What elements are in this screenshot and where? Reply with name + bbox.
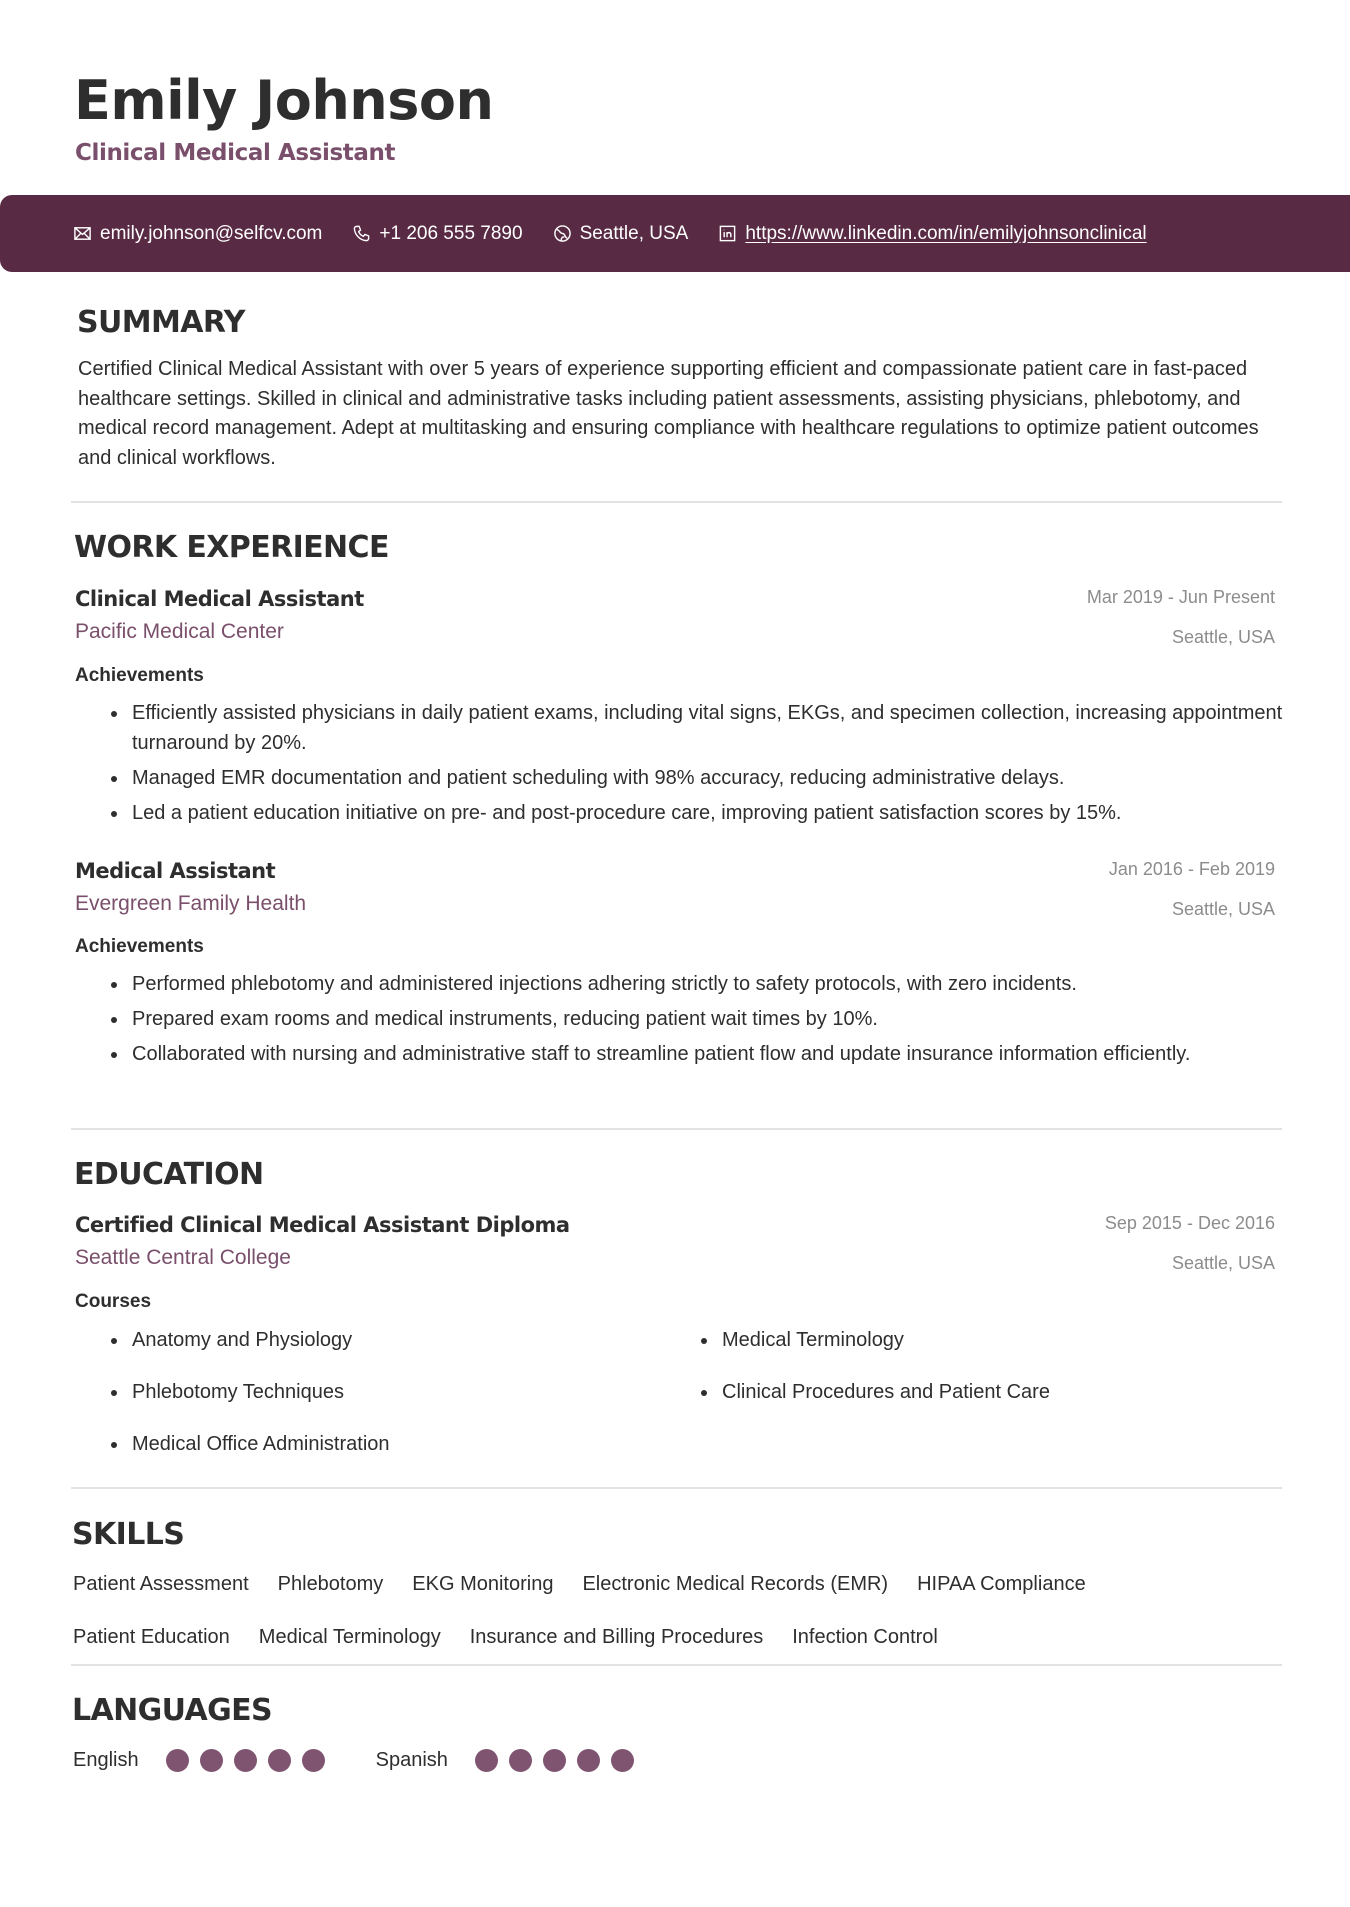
rating-dot-icon — [543, 1749, 566, 1772]
achievements-list — [75, 699, 1285, 834]
contact-bar — [0, 195, 1350, 272]
candidate-title: Clinical Medical Assistant — [75, 140, 396, 166]
skill-tag: HIPAA Compliance — [917, 1573, 1086, 1595]
contact-linkedin[interactable] — [718, 223, 1146, 245]
contact-location — [553, 223, 689, 245]
rating-dot-icon — [200, 1749, 223, 1772]
email-text: emily.johnson@selfcv.com — [100, 222, 323, 244]
linkedin-icon — [718, 224, 737, 243]
list-item: Phlebotomy Techniques — [75, 1378, 665, 1408]
courses-label: Courses — [75, 1291, 152, 1312]
rating-dot-icon — [475, 1749, 498, 1772]
list-item: Anatomy and Physiology — [75, 1326, 665, 1356]
languages-list — [73, 1749, 685, 1772]
globe-icon — [553, 224, 572, 243]
job-location: Seattle, USA — [1171, 899, 1275, 919]
skill-tag: Electronic Medical Records (EMR) — [582, 1573, 889, 1595]
section-divider — [71, 1487, 1282, 1489]
list-item: Led a patient education initiative on pre- and post-procedure care, improving patient satisfaction scores by 15%. — [75, 799, 1285, 829]
list-item: Performed phlebotomy and administered injections adhering strictly to safety protocols, with zero incidents. — [75, 970, 1285, 1000]
language-spanish — [376, 1749, 645, 1772]
list-item: Medical Terminology — [665, 1326, 1255, 1356]
languages-heading: LANGUAGES — [72, 1693, 273, 1728]
list-item: Prepared exam rooms and medical instruments, reducing patient wait times by 10%. — [75, 1005, 1285, 1035]
job-title: Medical Assistant — [75, 859, 276, 883]
section-divider — [71, 1664, 1282, 1666]
list-item: Medical Office Administration — [75, 1430, 665, 1460]
contact-phone[interactable] — [352, 223, 522, 245]
phone-text: +1 206 555 7890 — [379, 222, 523, 244]
list-item: Clinical Procedures and Patient Care — [665, 1378, 1255, 1408]
rating-dot-icon — [611, 1749, 634, 1772]
linkedin-link[interactable]: https://www.linkedin.com/in/emilyjohnsonclinical — [745, 222, 1147, 244]
skill-tag: Patient Education — [73, 1626, 230, 1648]
job-company: Evergreen Family Health — [75, 892, 307, 915]
education-location: Seattle, USA — [1171, 1253, 1275, 1273]
achievements-label: Achievements — [75, 936, 204, 957]
school-name: Seattle Central College — [75, 1246, 291, 1269]
list-item: Efficiently assisted physicians in daily patient exams, including vital signs, EKGs, and specimen collection, increasing appointment turnaround by 20%. — [75, 699, 1285, 758]
education-heading: EDUCATION — [74, 1157, 264, 1192]
courses-list — [75, 1326, 1255, 1460]
section-divider — [71, 501, 1282, 503]
summary-text: Certified Clinical Medical Assistant with over 5 years of experience supporting efficient and compassionate patient care in fast-paced healthcare settings. Skilled in clinical and administrative tasks including patient assessments, assisting physicians, phlebotomy, and medical record management. Adept at multitasking and ensuring compliance with healthcare regulations to optimize patient outcomes and clinical workflows. — [78, 358, 1259, 469]
envelope-icon — [73, 224, 92, 243]
section-divider — [71, 1128, 1282, 1130]
rating-dot-icon — [234, 1749, 257, 1772]
summary-heading: SUMMARY — [77, 305, 245, 340]
skill-tag: Infection Control — [792, 1626, 938, 1648]
job-dates: Mar 2019 - Jun Present — [1086, 587, 1275, 607]
list-item: Collaborated with nursing and administrative staff to streamline patient flow and update insurance information efficiently. — [75, 1040, 1285, 1070]
rating-dot-icon — [509, 1749, 532, 1772]
phone-icon — [352, 224, 371, 243]
education-dates: Sep 2015 - Dec 2016 — [1104, 1213, 1275, 1233]
skills-heading: SKILLS — [72, 1517, 185, 1552]
degree-title: Certified Clinical Medical Assistant Diploma — [75, 1213, 570, 1237]
language-name: Spanish — [375, 1749, 448, 1771]
achievements-list — [75, 970, 1285, 1075]
language-name: English — [73, 1749, 139, 1771]
skills-list — [73, 1572, 1253, 1650]
skill-tag: Medical Terminology — [258, 1626, 441, 1648]
skill-tag: EKG Monitoring — [412, 1573, 554, 1595]
skill-tag: Patient Assessment — [73, 1573, 249, 1595]
job-company: Pacific Medical Center — [75, 620, 284, 643]
rating-dot-icon — [302, 1749, 325, 1772]
job-title: Clinical Medical Assistant — [75, 587, 364, 611]
candidate-name: Emily Johnson — [74, 69, 494, 132]
rating-dot-icon — [166, 1749, 189, 1772]
location-text: Seattle, USA — [579, 222, 689, 244]
rating-dot-icon — [268, 1749, 291, 1772]
proficiency-rating — [475, 1749, 645, 1772]
proficiency-rating — [166, 1749, 336, 1772]
work-experience-heading: WORK EXPERIENCE — [74, 530, 389, 565]
job-location: Seattle, USA — [1171, 627, 1275, 647]
skill-tag: Phlebotomy — [277, 1573, 384, 1595]
job-dates: Jan 2016 - Feb 2019 — [1108, 859, 1275, 879]
rating-dot-icon — [577, 1749, 600, 1772]
list-item: Managed EMR documentation and patient scheduling with 98% accuracy, reducing administrative delays. — [75, 764, 1285, 794]
achievements-label: Achievements — [75, 665, 204, 686]
skill-tag: Insurance and Billing Procedures — [469, 1626, 764, 1648]
language-english — [73, 1749, 336, 1772]
contact-email[interactable] — [73, 223, 322, 245]
